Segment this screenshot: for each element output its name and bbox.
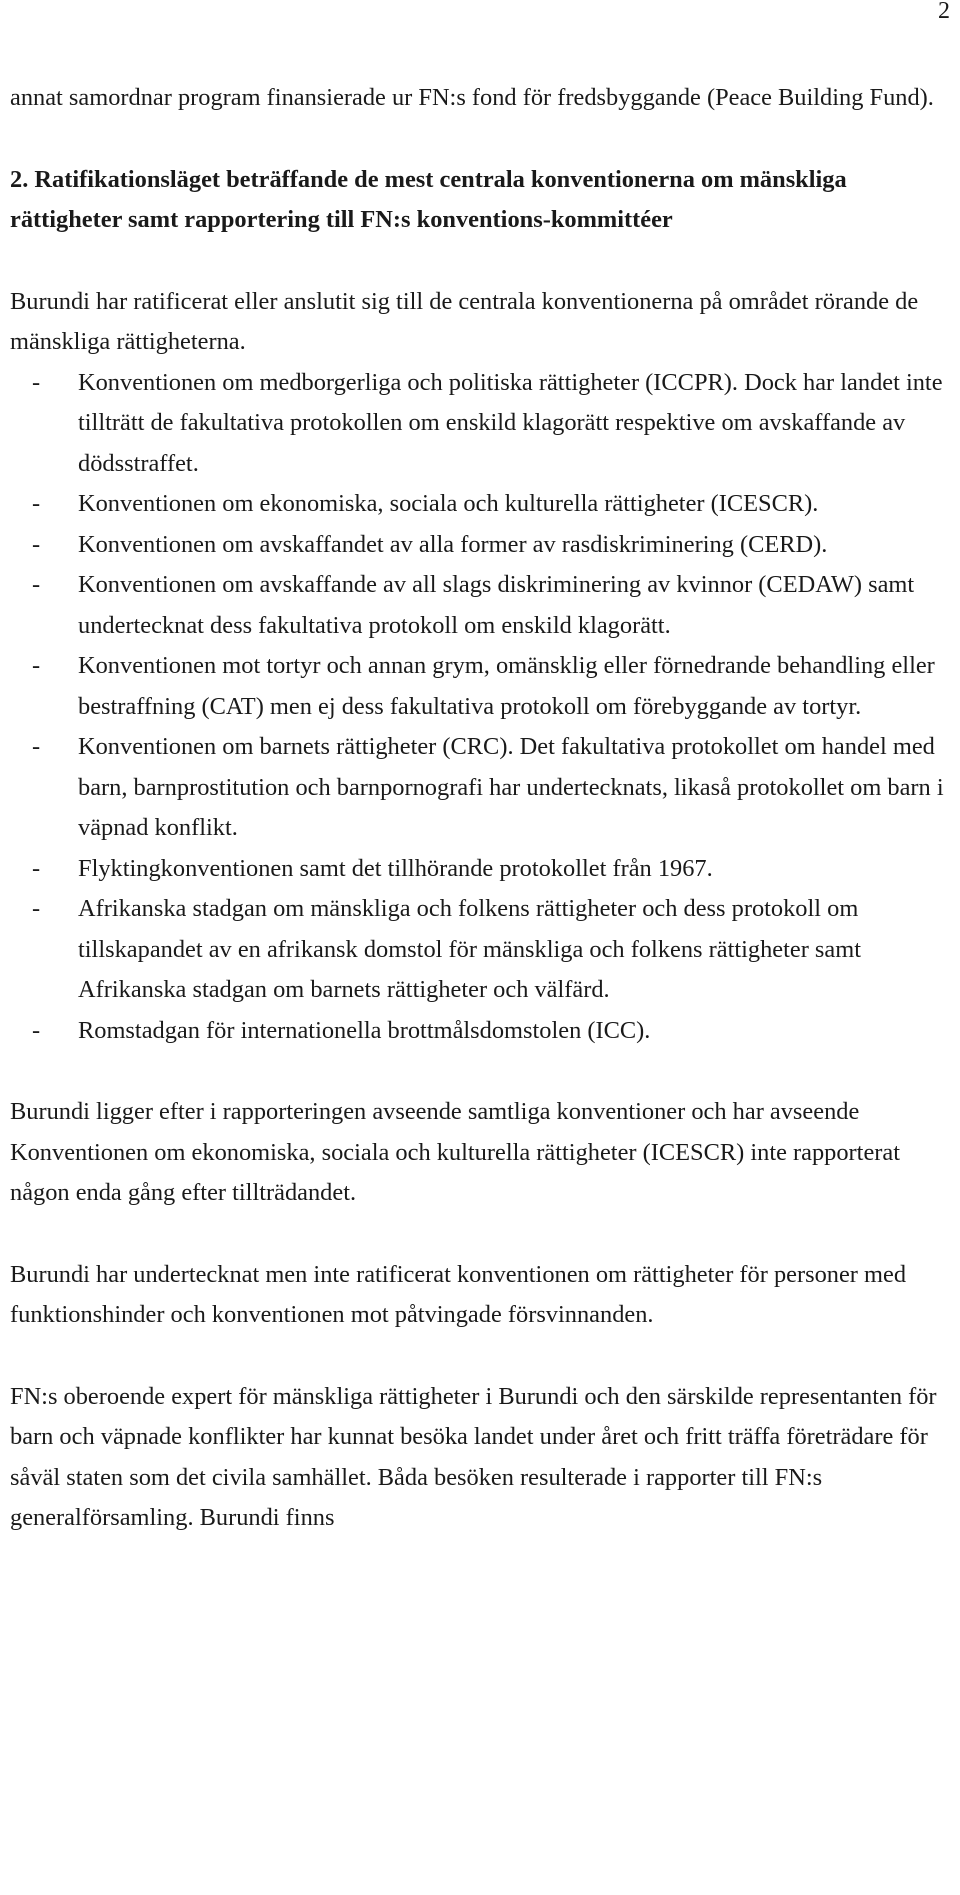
list-item-text: Konventionen om medborgerliga och politiska rättigheter (ICCPR). Dock har landet inte tillträtt de fakultativa protokollen om enskild klagorätt respektive om avskaffande av dödsstraffet.	[78, 368, 943, 477]
intro-paragraph: Burundi har ratificerat eller anslutit sig till de centrala konventionerna på området rörande de mänskliga rättigheterna.	[10, 287, 919, 355]
bullet-dash: -	[32, 895, 41, 922]
bullet-dash: -	[32, 1016, 41, 1044]
section-heading: 2. Ratifikationsläget beträffande de mest centrala konventionerna om mänskliga rättigheter samt rapportering till FN:s konventions-kommittéer	[10, 165, 847, 233]
reporting-paragraph: Burundi ligger efter i rapporteringen avseende samtliga konventioner och har avseende Konventionen om ekonomiska, sociala och kulturella rättigheter (ICESCR) inte rapporterat någon enda gång efter tillträdandet.	[10, 1098, 901, 1206]
list-item-text: Konventionen om barnets rättigheter (CRC). Det fakultativa protokollet om handel med barn, barnprostitution och barnpornografi har undertecknats, likaså protokollet om barn i väpnad konflikt.	[78, 733, 944, 841]
bullet-dash: -	[32, 652, 41, 679]
list-item	[10, 889, 950, 1011]
convention-list	[10, 363, 950, 1052]
list-item	[10, 484, 950, 525]
expert-visits-paragraph: FN:s oberoende expert för mänskliga rättigheter i Burundi och den särskilde representanten för barn och väpnade konflikter har kunnat besöka landet under året och fritt träffa företrädare för såväl staten som det civila samhället. Båda besöken resulterade i rapporter till FN:s generalförsamling. Burundi finns	[10, 1382, 937, 1531]
signed-not-ratified-paragraph: Burundi har undertecknat men inte ratificerat konventionen om rättigheter för personer med funktionshinder och konventionen mot påtvingade försvinnanden.	[10, 1260, 907, 1328]
bullet-dash: -	[32, 368, 41, 396]
opening-paragraph: annat samordnar program finansierade ur FN:s fond för fredsbyggande (Peace Building Fund).	[10, 84, 934, 111]
list-item-text: Konventionen mot tortyr och annan grym, omänsklig eller förnedrande behandling eller bestraffning (CAT) men ej dess fakultativa protokoll om förebyggande av tortyr.	[78, 652, 935, 720]
list-item	[10, 363, 950, 485]
bullet-dash: -	[32, 854, 41, 882]
list-item-text: Romstadgan för internationella brottmålsdomstolen (ICC).	[78, 1016, 651, 1044]
list-item	[10, 646, 950, 727]
list-item-text: Afrikanska stadgan om mänskliga och folkens rättigheter och dess protokoll om tillskapandet av en afrikansk domstol för mänskliga och folkens rättigheter samt Afrikanska stadgan om barnets rättigheter och välfärd.	[78, 895, 862, 1003]
list-item-text: Konventionen om avskaffande av all slags diskriminering av kvinnor (CEDAW) samt undertecknat dess fakultativa protokoll om enskild klagorätt.	[78, 571, 915, 639]
page-number: 2	[938, 0, 950, 24]
list-item	[10, 849, 950, 890]
bullet-dash: -	[32, 530, 41, 558]
list-item	[10, 727, 950, 849]
list-item	[10, 1011, 950, 1052]
list-item-text: Konventionen om ekonomiska, sociala och kulturella rättigheter (ICESCR).	[78, 490, 819, 517]
bullet-dash: -	[32, 571, 41, 598]
list-item	[10, 565, 950, 646]
list-item-text: Flyktingkonventionen samt det tillhörande protokollet från 1967.	[78, 854, 713, 882]
bullet-dash: -	[32, 490, 41, 517]
list-item-text: Konventionen om avskaffandet av alla former av rasdiskriminering (CERD).	[78, 530, 828, 558]
bullet-dash: -	[32, 733, 41, 760]
document-body	[10, 78, 950, 1539]
list-item	[10, 525, 950, 566]
